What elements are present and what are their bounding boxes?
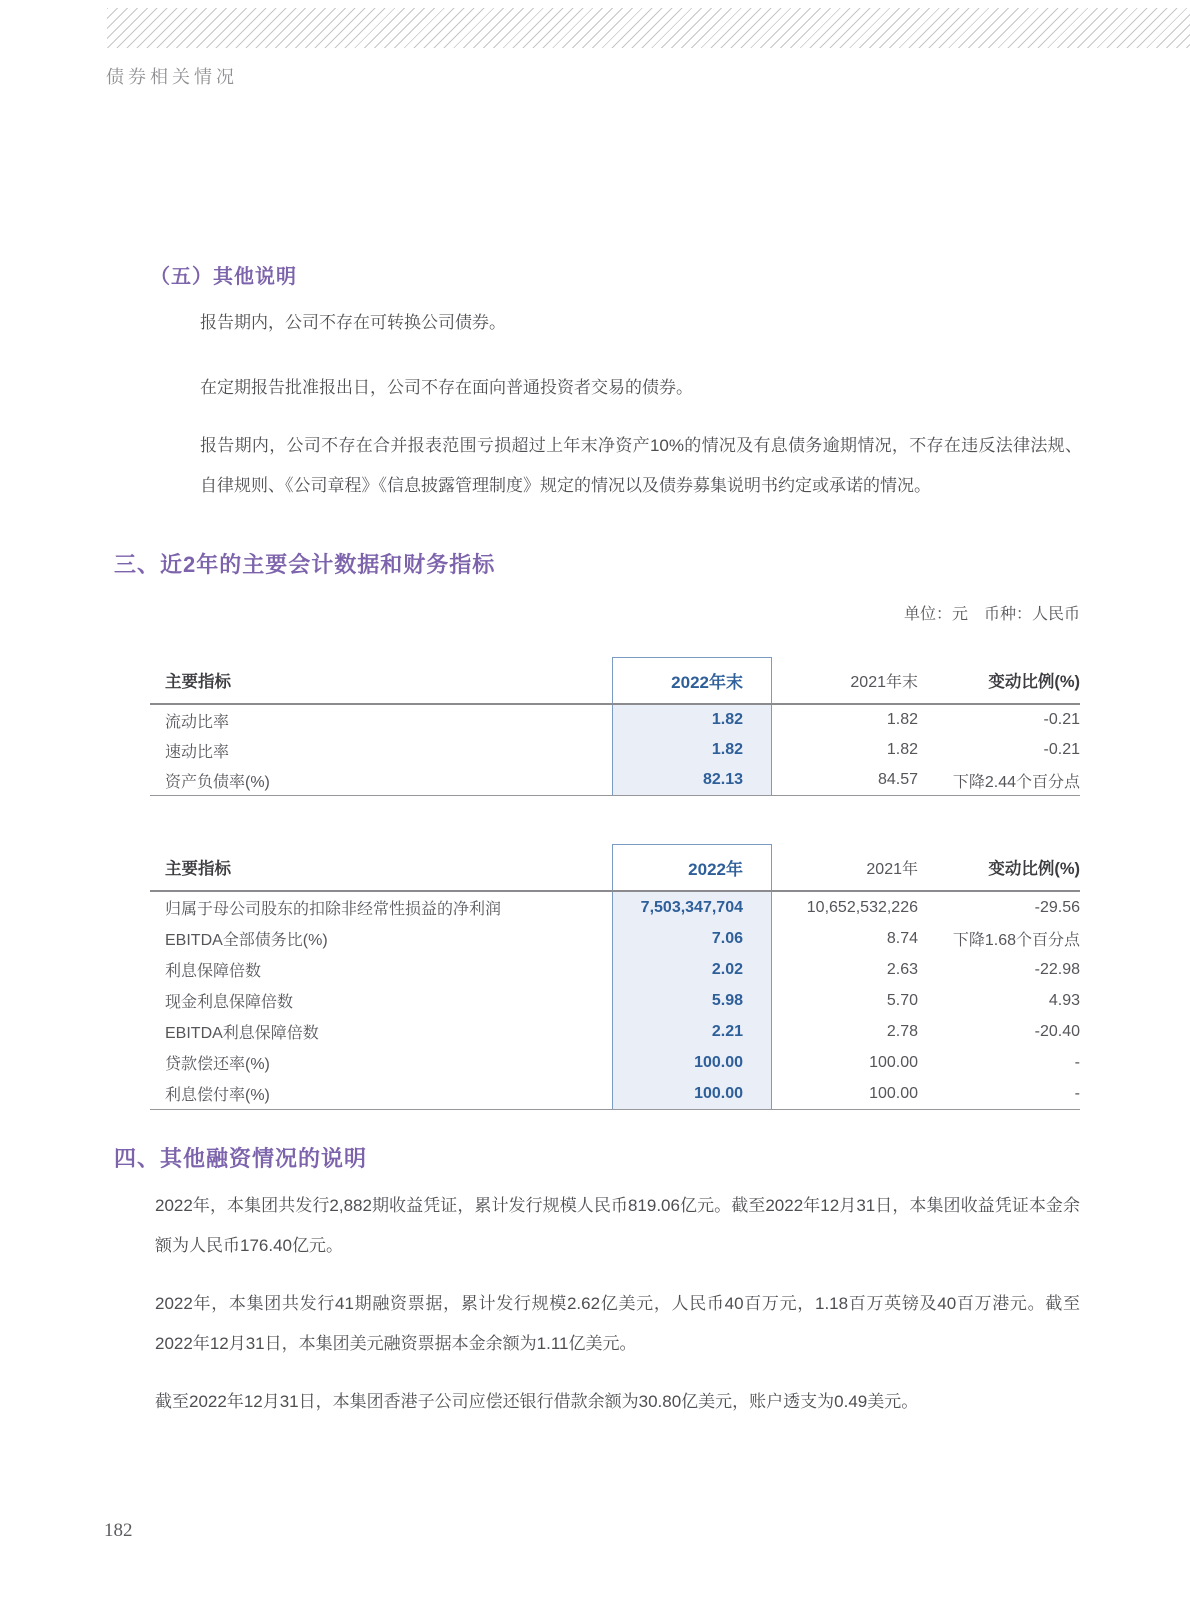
table-row [150,735,1080,765]
change-value: -0.21 [1043,711,1080,728]
row-label: 现金利息保障倍数 [165,994,294,1011]
header-2021: 2021年 [866,860,918,878]
row-label: 利息保障倍数 [165,963,262,980]
document-section-title: 债券相关情况 [106,67,238,87]
indicators-table-yearend [150,657,1080,796]
value-2022: 2.21 [612,1016,772,1047]
value-2022: 7.06 [612,923,772,954]
section3-heading: 三、近2年的主要会计数据和财务指标 [114,552,496,577]
value-2021: 10,652,532,226 [806,898,918,916]
row-label: 归属于母公司股东的扣除非经常性损益的净利润 [165,901,502,918]
indicators-table-annual [150,844,1080,1110]
value-2021: 1.82 [886,711,918,728]
header-2022-yearend: 2022年末 [612,657,772,703]
row-label: 速动比率 [165,743,230,761]
table-header-row [150,657,1080,705]
header-main-indicator: 主要指标 [165,860,231,878]
change-value: 4.93 [1048,991,1080,1009]
table-row [150,1047,1080,1078]
change-value: - [1074,1053,1080,1071]
table-row [150,1016,1080,1047]
value-2021: 2.78 [886,1022,918,1040]
section5-paragraph-3: 报告期内，公司不存在合并报表范围亏损超过上年末净资产10%的情况及有息债务逾期情况，不存在违反法律法规、自律规则、《公司章程》《信息披露管理制度》规定的情况以及债券募集说明书约定或承诺的情况。 [200,436,1082,495]
value-2021: 84.57 [877,771,918,788]
value-2022: 82.13 [612,765,772,795]
section5-paragraph-1: 报告期内，公司不存在可转换公司债券。 [200,313,506,332]
table-row [150,985,1080,1016]
value-2022: 2.02 [612,954,772,985]
header-2021-yearend: 2021年末 [850,673,918,691]
row-label: EBITDA利息保障倍数 [165,1025,319,1042]
change-value: -20.40 [1034,1022,1080,1040]
value-2022: 1.82 [612,705,772,735]
value-2022: 7,503,347,704 [612,892,772,923]
header-change-ratio: 变动比例(%) [988,673,1080,691]
page-number: 182 [104,1520,133,1541]
table-row [150,923,1080,954]
value-2021: 1.82 [886,741,918,758]
table-row [150,1078,1080,1109]
table-header-row [150,844,1080,892]
table-row [150,954,1080,985]
row-label: 流动比率 [165,713,230,731]
row-label: 资产负债率(%) [165,773,270,791]
row-label: 利息偿付率(%) [165,1087,270,1104]
section5-paragraph-2: 在定期报告批准报出日，公司不存在面向普通投资者交易的债券。 [200,378,693,397]
section4-heading: 四、其他融资情况的说明 [114,1146,368,1171]
change-value: -29.56 [1034,898,1080,916]
header-2022: 2022年 [612,844,772,890]
change-value: 下降2.44个百分点 [952,773,1080,791]
value-2021: 100.00 [869,1053,918,1071]
table-row [150,892,1080,923]
change-value: 下降1.68个百分点 [952,932,1080,949]
change-value: -0.21 [1043,741,1080,758]
section5-heading: （五）其他说明 [150,266,297,288]
section4-paragraph-2: 2022年，本集团共发行41期融资票据，累计发行规模2.62亿美元，人民币40百万元，1.18百万英镑及40百万港元。截至2022年12月31日，本集团美元融资票据本金余额为1.11亿美元。 [155,1294,1080,1353]
section4-paragraph-3: 截至2022年12月31日，本集团香港子公司应偿还银行借款余额为30.80亿美元，账户透支为0.49美元。 [155,1392,919,1411]
row-label: 贷款偿还率(%) [165,1056,270,1073]
change-value: - [1074,1084,1080,1102]
change-value: -22.98 [1034,960,1080,978]
value-2021: 8.74 [886,929,918,947]
table-row [150,765,1080,795]
header-change-ratio: 变动比例(%) [988,860,1080,878]
unit-currency-note: 单位：元 币种：人民币 [903,606,1080,623]
value-2021: 2.63 [886,960,918,978]
value-2022: 100.00 [612,1078,772,1109]
section4-paragraph-1: 2022年，本集团共发行2,882期收益凭证，累计发行规模人民币819.06亿元。截至2022年12月31日，本集团收益凭证本金余额为人民币176.40亿元。 [155,1196,1080,1255]
value-2021: 100.00 [869,1084,918,1102]
value-2022: 100.00 [612,1047,772,1078]
hatch-pattern-band [107,8,1190,48]
row-label: EBITDA全部债务比(%) [165,932,328,949]
value-2021: 5.70 [886,991,918,1009]
table-row [150,705,1080,735]
value-2022: 1.82 [612,735,772,765]
header-main-indicator: 主要指标 [165,673,231,691]
value-2022: 5.98 [612,985,772,1016]
